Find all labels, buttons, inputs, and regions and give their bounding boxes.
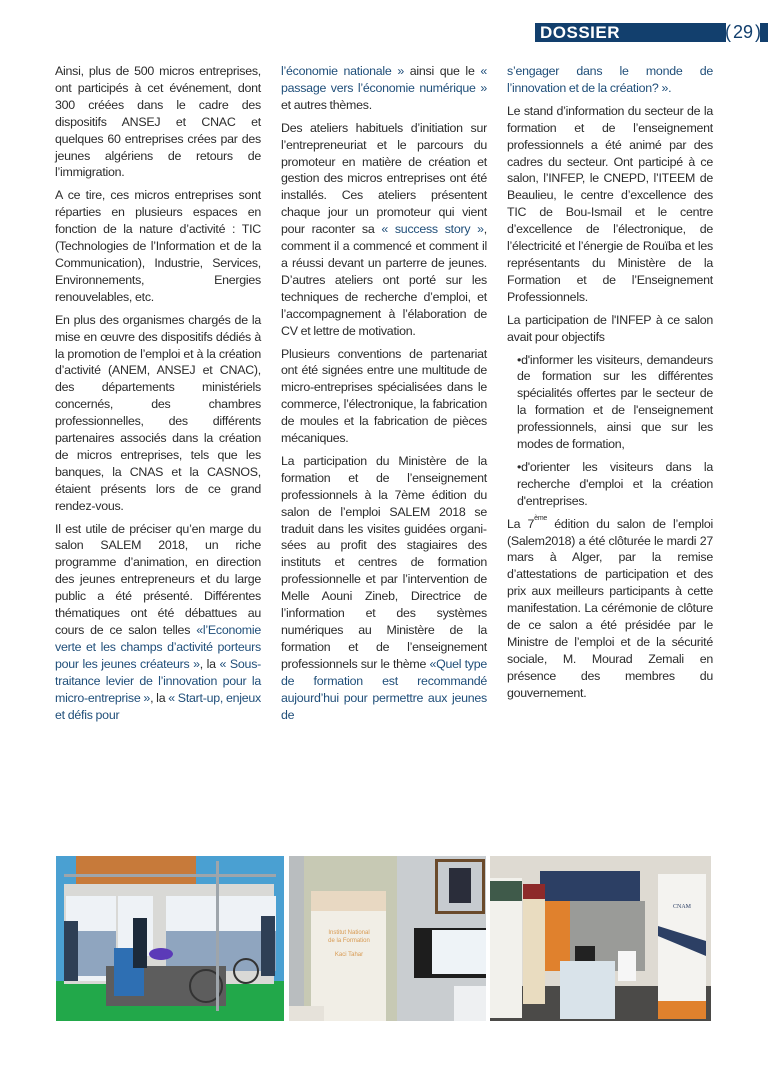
- paragraph-text: , la: [199, 656, 220, 671]
- bullet-item: •d'orienter les visiteurs dans la recherche d'emploi et la création d'entreprises.: [517, 459, 713, 508]
- paragraph-text: , comment il a commencé et comment il a réussi devant un parterre de jeunes. D’autres ateliers ont porté sur les techniques de recherche d’emploi, et l’accompagnement à l’élaboration de CV et lettre de motivation.: [281, 222, 487, 338]
- photo-exhibition-stand-image: [56, 856, 284, 1021]
- paragraph-text: Des ateliers habituels d’initiation sur l’entrepreneuriat et le parcours du promoteur en matière de création et gestion des micros entreprises ont été installés. Ces ateliers présentent chaque jour un promoteur qui vient pour raconter sa: [281, 120, 487, 237]
- page-number: ( 29 ): [728, 20, 758, 44]
- paragraph-text: et autres thèmes.: [281, 97, 372, 112]
- paragraph: [281, 120, 487, 340]
- highlighted-theme: «l’Economie verte et les champs d’activité porteurs pour les jeunes créateurs »: [55, 623, 261, 671]
- paragraph: Le stand d’information du secteur de la formation et de l’enseignement professionnels a été animé par des cadres du secteur. Ont participé à ce salon, l’INFEP, le CNEPD, l’ITEEM de Beaulieu, le centre d’excellence des TIC de Bou-Ismail et le centre d’excellence de l’électronique, de l’électricité et l’énergie de Rouïba et les représentants du Ministère de la Formation et de l’Enseignement Professionnels.: [507, 103, 713, 304]
- section-title: DOSSIER: [540, 23, 621, 42]
- article-column-1: [55, 63, 261, 729]
- paragraph-text: , la: [150, 690, 169, 705]
- paragraph: Ainsi, plus de 500 micros entreprises, ont participés à cet événement, dont 300 créées dans le cadre des dispositifs ANSEJ et CNAC et quelques 60 entreprises crées par des jeunes algériens de retours de l’immigration.: [55, 64, 261, 180]
- banner-text: Institut National: [328, 930, 370, 936]
- article-column-2: [281, 63, 487, 729]
- banner-logo-text: CNAM: [672, 904, 692, 910]
- highlighted-theme: « Start-up, enjeux et défis pour: [55, 690, 261, 722]
- photo-cnam-stand-image: [490, 856, 711, 1021]
- paragraph: Plusieurs conventions de partenariat ont été signées entre une multitude de micro-entreprises spécialisées dans le commerce, l’électronique, la fabrication de moules et la fabrication de pièces mécaniques.: [281, 346, 487, 446]
- photo-infep-stand-image: [289, 856, 486, 1021]
- paragraph-text: Il est utile de préciser qu’en marge du salon SALEM 2018, un riche programme d’animation, en direction des jeunes entrepreneurs et du large public a été présenté. Différentes thématiques ont été débattues au cours de ce salon telles: [55, 521, 261, 637]
- paragraph: [281, 453, 487, 724]
- photo-exhibition-stand: [56, 856, 284, 1021]
- highlighted-theme: « passage vers l’économie numérique »: [281, 64, 488, 95]
- paragraph: [507, 516, 713, 702]
- photo-infep-stand: [289, 856, 486, 1021]
- paragraph: En plus des organismes chargés de la mise en œuvre des dispositifs dédiés à la promotion de l’emploi et à la création d’activité (ANEM, ANSEJ et CNAC), des départements ministériels concernés, des chambres professionnelles, des différents partenaires associés dans la création de micros entreprises, tels que les banques, la CNAS et la CASNOS, étaient présents lors de ce grand rendez-vous.: [55, 312, 261, 513]
- paragraph: [55, 521, 261, 724]
- highlighted-theme: « Sous-traitance levier de l’innovation pour la micro-entreprise »: [55, 656, 262, 705]
- paragraph-text: édition du salon de l’emploi (Salem2018) a été clôturée le mardi 27 mars à Alger, par la remise d’attestations de participation et des prix aux meilleurs participants à cette manifestation. La cérémonie de clôture de ce salon a été présidée par le Ministre de l’emploi et de la sécurité sociale, M. Mourad Zemali en présence des membres du gouvernement.: [507, 516, 713, 700]
- paragraph-text: ainsi que le: [403, 64, 481, 78]
- banner-subtext: Kaci Tahar: [334, 952, 364, 958]
- highlighted-theme: l’économie nationale »: [281, 64, 404, 78]
- superscript: ème: [534, 514, 548, 522]
- paragraph: La participation de l'INFEP à ce salon avait pour objectifs: [507, 312, 713, 344]
- paragraph-text: La 7: [507, 516, 535, 531]
- highlighted-theme: «Quel type de formation est recommandé aujourd’hui pour permettre aux jeunes de: [281, 656, 487, 722]
- paragraph: A ce tire, ces micros entreprises sont réparties en plusieurs espaces en fonction de la nature d’activité : TIC (Technologies de l’Information et de la Communication), Industrie, Services, Environnements, Energies renouvelables, etc.: [55, 188, 261, 304]
- paragraph-text: La participation du Ministère de la formation et de l’enseignement professionnels à la 7ème édition du salon de l’emploi SALEM 2018 se traduit dans les visites guidées organisées au profit des stagiaires des instituts et centres de formation professionnelle et par l’intervention de Melle Aouni Zineb, Directrice de l’information et des systèmes numériques au Ministère de la formation et de l’enseignement professionnels sur le thème: [281, 453, 487, 671]
- article-column-3: [507, 63, 713, 708]
- highlighted-theme: s’engager dans le monde de l’innovation et de la création? ».: [507, 64, 713, 95]
- banner-text-line-2: de la Formation: [328, 938, 370, 944]
- highlighted-theme: « success story »: [381, 222, 484, 237]
- paragraph: [281, 63, 487, 114]
- photo-cnam-stand: [490, 856, 711, 1021]
- bullet-item: •d'informer les visiteurs, demandeurs de formation sur les différentes spécialités offertes par le secteur de la formation et de l'enseignement professionnels, ainsi que sur les modes de formation,: [517, 352, 713, 452]
